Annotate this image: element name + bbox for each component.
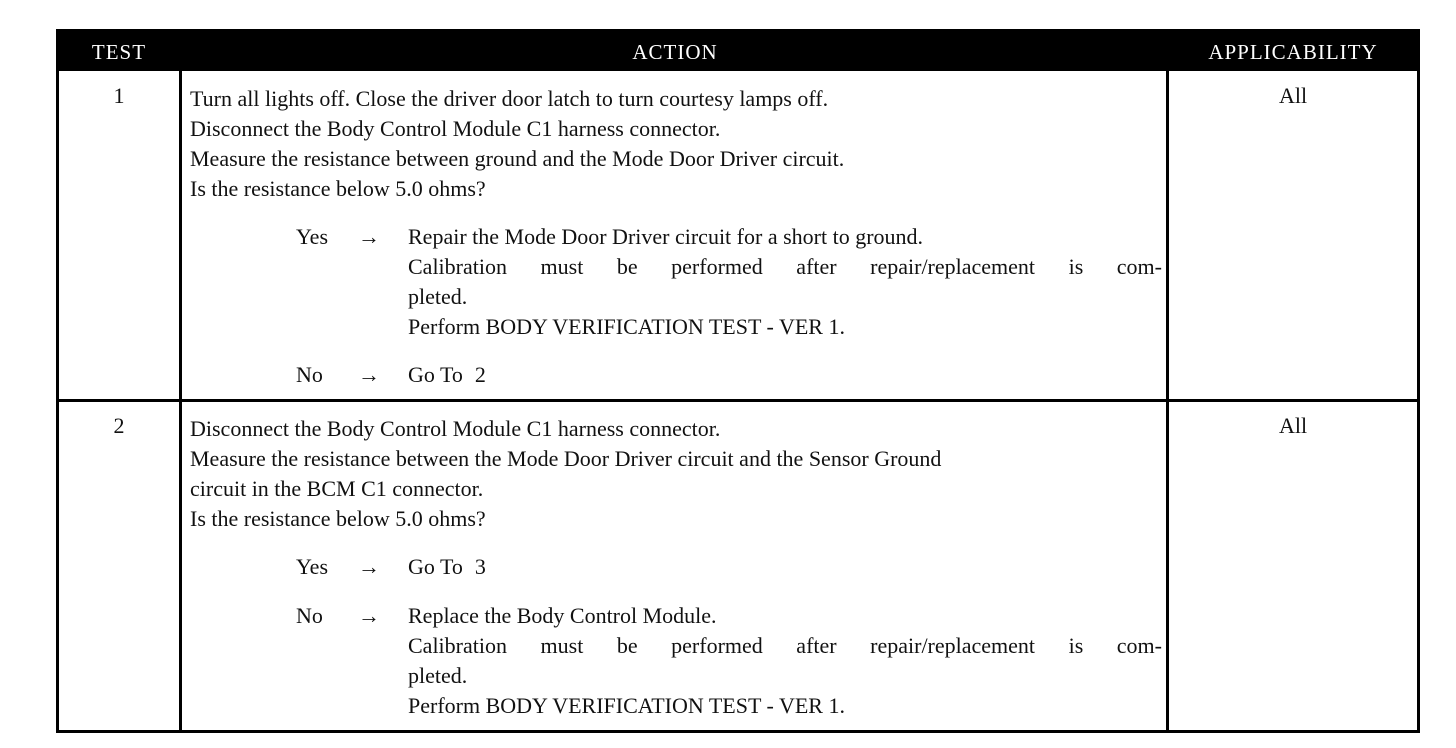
action-line: Is the resistance below 5.0 ohms? — [190, 176, 486, 201]
action-line: Disconnect the Body Control Module C1 harness connector. — [190, 116, 721, 141]
no-response — [296, 360, 1166, 390]
goto-step-link[interactable]: 3 — [474, 554, 486, 579]
test-number: 2 — [113, 413, 125, 438]
action-instructions — [190, 414, 1165, 534]
action-line: Is the resistance below 5.0 ohms? — [190, 506, 486, 531]
row-divider — [59, 399, 1417, 402]
action-line: Disconnect the Body Control Module C1 harness connector. — [190, 416, 721, 441]
no-label: No — [296, 603, 323, 628]
arrow-right-icon: → — [358, 554, 380, 579]
yes-response — [296, 552, 1166, 582]
action-line: Measure the resistance between ground and the Mode Door Driver circuit. — [190, 146, 845, 171]
arrow-right-icon: → — [358, 603, 380, 628]
column-divider — [1166, 32, 1169, 730]
result-line: Perform BODY VERIFICATION TEST - VER 1. — [408, 693, 845, 718]
header-action: ACTION — [632, 40, 718, 64]
yes-label: Yes — [296, 224, 329, 249]
result-line: pleted. — [408, 663, 468, 688]
no-result — [408, 360, 1162, 390]
test-number: 1 — [113, 83, 125, 108]
no-response — [296, 601, 1166, 721]
yes-response — [296, 222, 1166, 342]
action-line: Measure the resistance between the Mode Door Driver circuit and the Sensor Ground — [190, 446, 942, 471]
result-line: Calibration must be performed after repair/replacement is com- — [408, 633, 1162, 658]
result-line: Perform BODY VERIFICATION TEST - VER 1. — [408, 314, 845, 339]
result-line: Replace the Body Control Module. — [408, 603, 717, 628]
table-header — [59, 32, 1417, 71]
result-line: Calibration must be performed after repair/replacement is com- — [408, 254, 1162, 279]
applicability-value: All — [1278, 413, 1308, 438]
no-label: No — [296, 362, 323, 387]
arrow-right-icon: → — [358, 224, 380, 249]
arrow-right-icon: → — [358, 362, 380, 387]
action-line: circuit in the BCM C1 connector. — [190, 476, 484, 501]
goto-text: Go To — [408, 362, 463, 387]
goto-text: Go To — [408, 554, 463, 579]
no-result — [408, 601, 1162, 721]
header-applicability: APPLICABILITY — [1208, 40, 1378, 64]
goto-step-link[interactable]: 2 — [474, 362, 486, 387]
yes-label: Yes — [296, 554, 329, 579]
column-divider — [179, 32, 182, 730]
applicability-value: All — [1278, 83, 1308, 108]
result-line: Repair the Mode Door Driver circuit for a short to ground. — [408, 224, 924, 249]
yes-result — [408, 552, 1162, 582]
action-instructions — [190, 84, 1165, 204]
yes-result — [408, 222, 1162, 342]
action-line: Turn all lights off. Close the driver door latch to turn courtesy lamps off. — [190, 86, 829, 111]
header-test: TEST — [91, 40, 147, 64]
result-line: pleted. — [408, 284, 468, 309]
diagnostic-test-table — [56, 29, 1420, 733]
